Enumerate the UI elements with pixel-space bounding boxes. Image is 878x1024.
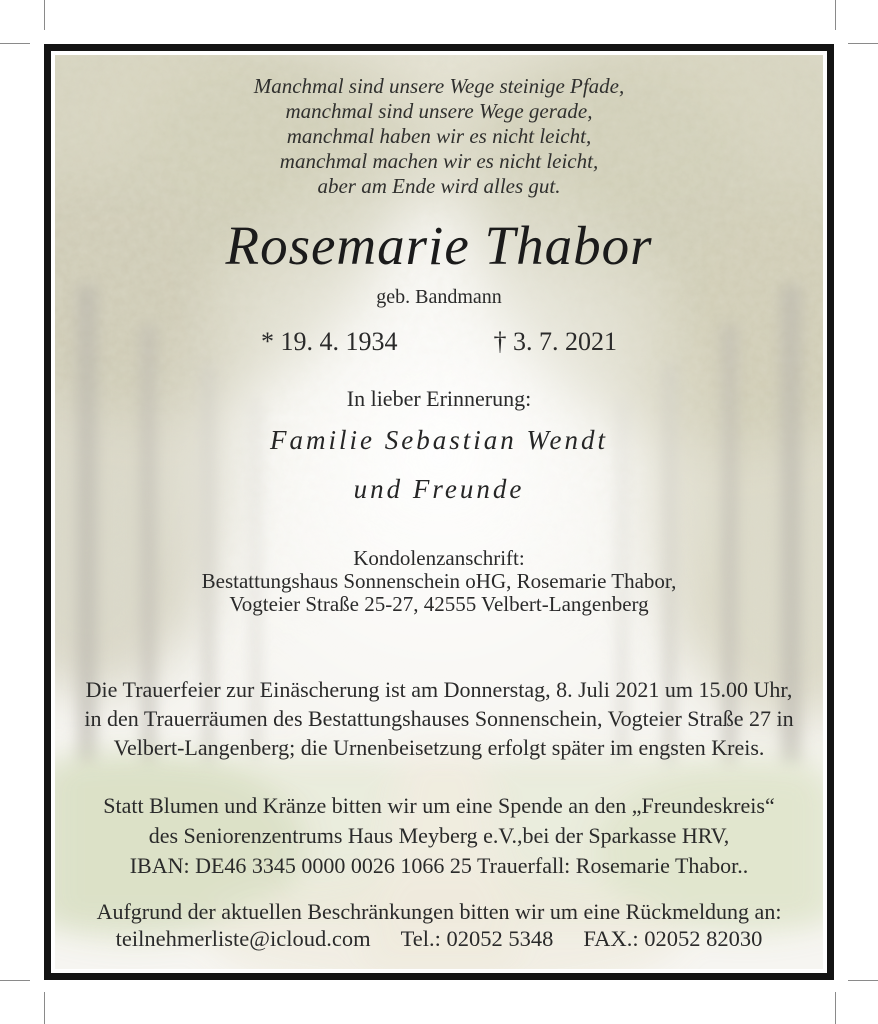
donation-request <box>55 791 823 881</box>
maiden-name: geb. Bandmann <box>376 286 502 308</box>
poem-line: aber am Ende wird alles gut. <box>317 174 561 198</box>
poem-line: manchmal haben wir es nicht leicht, <box>286 124 592 148</box>
crop-mark-top-right-vertical <box>835 0 836 30</box>
crop-mark-top-left-vertical <box>44 0 45 30</box>
memorial-poem <box>55 74 823 199</box>
condolence-address-line: Bestattungshaus Sonnenschein oHG, Rosemarie Thabor, <box>201 569 677 593</box>
condolence-address-line: Vogteier Straße 25-27, 42555 Velbert-Langenberg <box>229 592 649 616</box>
donation-line: des Seniorenzentrums Haus Meyberg e.V.,bei der Sparkasse HRV, <box>148 823 730 848</box>
condolence-heading: Kondolenzanschrift: <box>353 546 525 570</box>
contact-fax: FAX.: 02052 82030 <box>583 926 763 951</box>
service-line: Velbert-Langenberg; die Urnenbeisetzung erfolgt später im engsten Kreis. <box>113 735 765 760</box>
contact-telephone: Tel.: 02052 5348 <box>400 926 554 951</box>
deceased-name: Rosemarie Thabor <box>225 215 653 276</box>
rsvp-note: Aufgrund der aktuellen Beschränkungen bitten wir um eine Rückmeldung an: <box>96 899 782 924</box>
life-dates <box>55 327 823 357</box>
crop-mark-bottom-left-horizontal <box>0 980 30 981</box>
crop-mark-bottom-right-horizontal <box>848 980 878 981</box>
death-date: † 3. 7. 2021 <box>493 327 617 356</box>
crop-mark-bottom-left-vertical <box>44 992 45 1024</box>
service-line: in den Trauerräumen des Bestattungshauses Sonnenschein, Vogteier Straße 27 in <box>84 706 794 731</box>
donation-line: Statt Blumen und Kränze bitten wir um eine Spende an den „Freundeskreis“ <box>103 793 775 818</box>
crop-mark-top-left-horizontal <box>0 43 30 44</box>
poem-line: manchmal sind unsere Wege gerade, <box>285 99 593 123</box>
crop-mark-bottom-right-vertical <box>835 992 836 1024</box>
remembrance-heading: In lieber Erinnerung: <box>346 386 532 411</box>
condolence-address-block <box>55 547 823 616</box>
mourner-family: Familie Sebastian Wendt <box>270 425 608 455</box>
poem-line: Manchmal sind unsere Wege steinige Pfade, <box>253 74 625 98</box>
service-line: Die Trauerfeier zur Einäscherung ist am Donnerstag, 8. Juli 2021 um 15.00 Uhr, <box>85 677 793 702</box>
contact-line <box>55 926 823 952</box>
donation-line: IBAN: DE46 3345 0000 0026 1066 25 Trauerfall: Rosemarie Thabor.. <box>129 853 749 878</box>
funeral-service-details <box>55 675 823 762</box>
contact-email: teilnehmerliste@icloud.com <box>115 926 371 951</box>
crop-mark-top-right-horizontal <box>848 43 878 44</box>
birth-date: * 19. 4. 1934 <box>261 327 398 356</box>
obituary-content <box>55 55 823 969</box>
poem-line: manchmal machen wir es nicht leicht, <box>279 149 599 173</box>
mourner-friends: und Freunde <box>353 474 525 504</box>
obituary-card <box>44 44 834 980</box>
